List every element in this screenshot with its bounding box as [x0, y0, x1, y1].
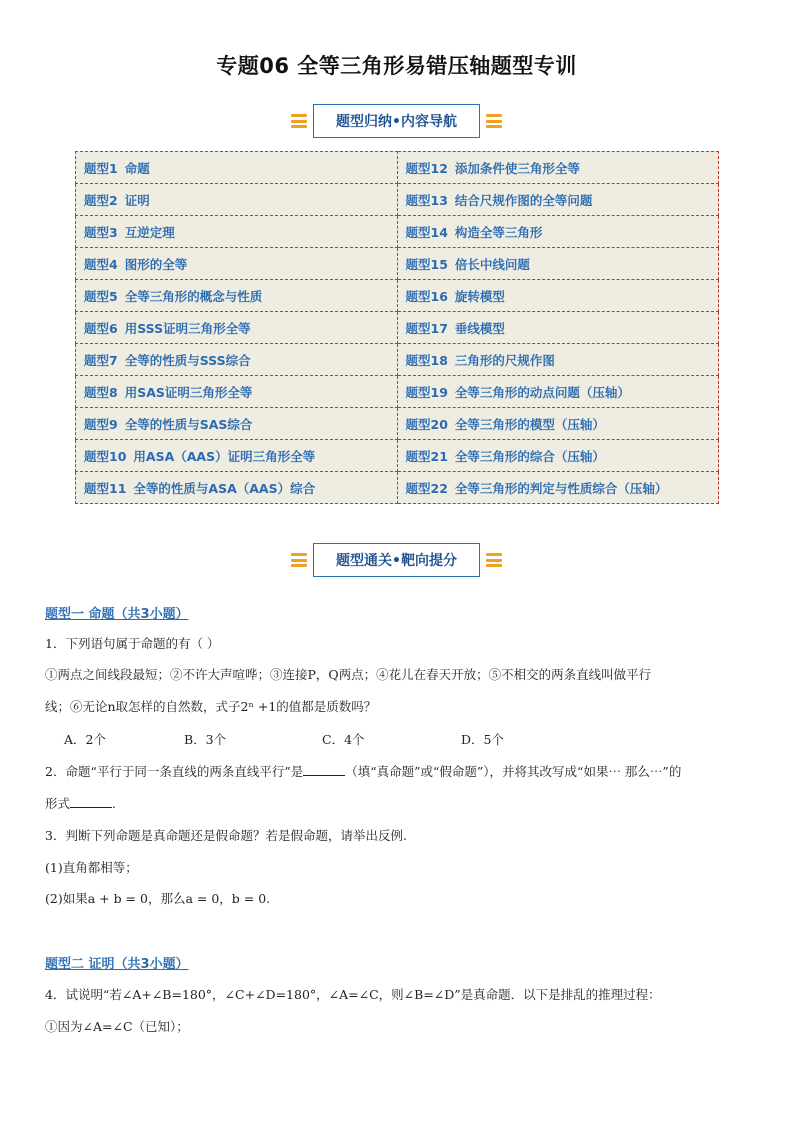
toc-item-title: 全等的性质与ASA（AAS）综合 — [133, 480, 316, 496]
question-2-text-c: 形式 — [45, 796, 71, 811]
toc-table — [75, 151, 719, 504]
toc-row — [76, 152, 719, 184]
toc-item[interactable] — [397, 376, 719, 408]
section-heading-2: 题型二 证明（共3小题） — [45, 957, 189, 972]
toc-item-number: 题型16 — [405, 288, 448, 304]
toc-row — [76, 312, 719, 344]
toc-item[interactable] — [397, 248, 719, 280]
question-2-text-b: （填“真命题”或“假命题”），并将其改写成“如果⋯ 那么⋯”的 — [345, 764, 682, 779]
section-heading-1: 题型一 命题（共3小题） — [45, 607, 189, 622]
toc-row — [76, 376, 719, 408]
option-a[interactable]: A．2个 — [64, 732, 106, 747]
section-banner-practice — [0, 543, 793, 577]
toc-row — [76, 344, 719, 376]
toc-item-title: 用ASA（AAS）证明三角形全等 — [133, 448, 316, 464]
question-1-line-1: ①两点之间线段最短；②不许大声喧哗；③连接P，Q两点；④花儿在春天开放；⑤不相交的两条直线叫做平行 — [45, 667, 652, 682]
toc-item-title: 全等三角形的概念与性质 — [124, 288, 263, 304]
toc-row — [76, 184, 719, 216]
toc-item-title: 垂线模型 — [454, 320, 505, 336]
toc-item[interactable] — [397, 216, 719, 248]
toc-item[interactable] — [76, 376, 398, 408]
toc-item[interactable] — [397, 472, 719, 504]
option-c[interactable]: C．4个 — [322, 732, 365, 747]
toc-row — [76, 280, 719, 312]
toc-item[interactable] — [397, 312, 719, 344]
question-2-text-a: 2．命题“平行于同一条直线的两条直线平行”是 — [45, 764, 304, 779]
question-2-text-d: . — [112, 796, 116, 811]
toc-item[interactable] — [76, 280, 398, 312]
toc-item-number: 题型7 — [84, 352, 118, 368]
toc-item[interactable] — [76, 152, 398, 184]
toc-item[interactable] — [397, 152, 719, 184]
toc-item-number: 题型12 — [405, 160, 448, 176]
question-4-stem: 4．试说明“若∠A+∠B=180°，∠C+∠D=180°，∠A=∠C，则∠B=∠D”是真命题．以下是排乱的推理过程： — [45, 987, 661, 1002]
toc-item-number: 题型6 — [84, 320, 118, 336]
toc-item[interactable] — [76, 440, 398, 472]
section-banner-navigation — [0, 104, 793, 138]
toc-item-title: 全等三角形的综合（压轴） — [454, 448, 605, 464]
toc-item-title: 三角形的尺规作图 — [454, 352, 555, 368]
toc-item-number: 题型11 — [84, 480, 127, 496]
toc-item[interactable] — [76, 408, 398, 440]
option-d[interactable]: D．5个 — [461, 732, 504, 747]
toc-item[interactable] — [397, 408, 719, 440]
banner-deco-right-icon — [486, 553, 502, 567]
toc-item[interactable] — [397, 344, 719, 376]
toc-item-number: 题型15 — [405, 256, 448, 272]
toc-item[interactable] — [397, 440, 719, 472]
option-b[interactable]: B．3个 — [184, 732, 227, 747]
toc-item-number: 题型19 — [405, 384, 448, 400]
toc-row — [76, 472, 719, 504]
toc-item-title: 图形的全等 — [124, 256, 188, 272]
toc-item-number: 题型2 — [84, 192, 118, 208]
banner-label: 题型通关•靶向提分 — [313, 543, 480, 577]
question-1-stem: 1．下列语句属于命题的有（ ） — [45, 636, 220, 651]
toc-item-number: 题型10 — [84, 448, 127, 464]
toc-item-number: 题型13 — [405, 192, 448, 208]
toc-row — [76, 440, 719, 472]
question-3-part-2: (2)如果a + b = 0，那么a = 0，b = 0. — [45, 891, 271, 906]
toc-row — [76, 248, 719, 280]
banner-deco-left-icon — [291, 553, 307, 567]
toc-item-number: 题型14 — [405, 224, 448, 240]
answer-blank-2[interactable] — [70, 795, 112, 808]
toc-item[interactable] — [76, 216, 398, 248]
toc-item-number: 题型3 — [84, 224, 118, 240]
toc-item-title: 用SAS证明三角形全等 — [124, 384, 253, 400]
question-2-line-2 — [45, 794, 750, 812]
toc-item[interactable] — [397, 280, 719, 312]
toc-item-number: 题型21 — [405, 448, 448, 464]
banner-deco-left-icon — [291, 114, 307, 128]
toc-row — [76, 216, 719, 248]
toc-item-title: 命题 — [124, 160, 150, 176]
toc-item-number: 题型5 — [84, 288, 118, 304]
toc-item-title: 添加条件使三角形全等 — [454, 160, 580, 176]
toc-item-title: 互逆定理 — [124, 224, 175, 240]
page-title: 专题06 全等三角形易错压轴题型专训 — [216, 54, 577, 78]
banner-deco-right-icon — [486, 114, 502, 128]
toc-item-title: 结合尺规作图的全等问题 — [454, 192, 593, 208]
toc-item[interactable] — [76, 472, 398, 504]
toc-item[interactable] — [76, 248, 398, 280]
toc-item-number: 题型18 — [405, 352, 448, 368]
toc-item-number: 题型8 — [84, 384, 118, 400]
banner-label: 题型归纳•内容导航 — [313, 104, 480, 138]
toc-item[interactable] — [76, 344, 398, 376]
toc-item-number: 题型9 — [84, 416, 118, 432]
toc-item-number: 题型4 — [84, 256, 118, 272]
toc-item-title: 全等的性质与SSS综合 — [124, 352, 251, 368]
toc-item-title: 用SSS证明三角形全等 — [124, 320, 251, 336]
toc-item-number: 题型20 — [405, 416, 448, 432]
toc-item-number: 题型22 — [405, 480, 448, 496]
toc-item-title: 全等的性质与SAS综合 — [124, 416, 253, 432]
toc-row — [76, 408, 719, 440]
toc-item-title: 全等三角形的判定与性质综合（压轴） — [454, 480, 668, 496]
answer-blank-1[interactable] — [303, 763, 345, 776]
toc-item-title: 证明 — [124, 192, 150, 208]
question-2-line-1 — [45, 762, 750, 780]
toc-item[interactable] — [397, 184, 719, 216]
toc-item[interactable] — [76, 312, 398, 344]
toc-item-title: 全等三角形的模型（压轴） — [454, 416, 605, 432]
toc-item-title: 全等三角形的动点问题（压轴） — [454, 384, 630, 400]
question-3-part-1: (1)直角都相等； — [45, 860, 138, 875]
toc-item-number: 题型1 — [84, 160, 118, 176]
question-1-line-2: 线；⑥无论n取怎样的自然数，式子2ⁿ +1的值都是质数吗？ — [45, 699, 377, 714]
toc-item-number: 题型17 — [405, 320, 448, 336]
question-3-stem: 3．判断下列命题是真命题还是假命题？若是假命题，请举出反例. — [45, 828, 407, 843]
question-4-step-1: ①因为∠A=∠C（已知）； — [45, 1019, 189, 1034]
toc-item[interactable] — [76, 184, 398, 216]
toc-item-title: 旋转模型 — [454, 288, 505, 304]
toc-item-title: 倍长中线问题 — [454, 256, 530, 272]
toc-item-title: 构造全等三角形 — [454, 224, 543, 240]
